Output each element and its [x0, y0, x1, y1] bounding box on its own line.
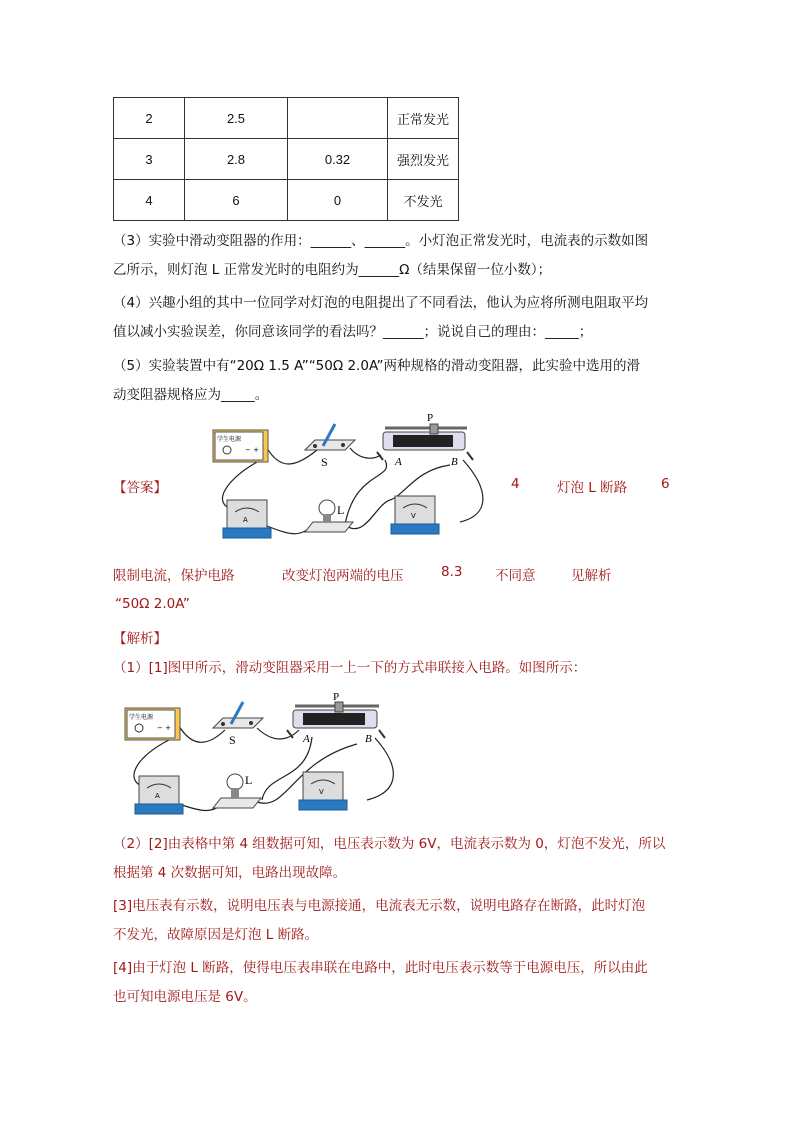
data-table: [113, 97, 459, 221]
analysis-paragraph-4: [113, 958, 678, 1007]
lamp-label: L: [245, 773, 253, 787]
answer-heading: 【答案】: [113, 480, 167, 496]
analysis-line: 根据第 4 次数据可知，电路出现故障。: [113, 865, 347, 881]
analysis-paragraph-2: [113, 834, 678, 883]
answer-value: 4: [511, 476, 520, 492]
rheostat-icon: [377, 412, 473, 468]
question-3: [113, 231, 678, 280]
table-cell: 强烈发光: [388, 139, 459, 180]
rheostat-p-label: P: [427, 412, 434, 424]
answer-value: 见解析: [571, 568, 612, 584]
analysis-paragraph-3: [113, 896, 678, 945]
analysis-line: 不发光，故障原因是灯泡 L 断路。: [113, 927, 319, 943]
table-cell: 2: [114, 98, 185, 139]
table-cell: 不发光: [388, 180, 459, 221]
voltmeter-label: V: [411, 512, 416, 520]
rheostat-b-label: B: [451, 456, 458, 468]
switch-label: S: [229, 733, 236, 747]
rheostat-icon: [287, 692, 385, 745]
answer-value: 改变灯泡两端的电压: [282, 568, 404, 584]
table-cell: 6: [185, 180, 288, 221]
table-cell: 4: [114, 180, 185, 221]
power-supply-icon: [213, 430, 268, 462]
analysis-line: [4]由于灯泡 L 断路，使得电压表串联在电路中，此时电压表示数等于电源电压，所以由此: [113, 960, 648, 976]
analysis-paragraph-1: （1）[1]图甲所示，滑动变阻器采用一上一下的方式串联接入电路。如图所示：: [113, 660, 587, 676]
ammeter-label: A: [243, 516, 248, 524]
wire: [350, 448, 381, 458]
voltmeter-label: V: [319, 788, 324, 796]
table-cell: 0.32: [288, 139, 388, 180]
source-label: 学生电源: [129, 714, 154, 721]
switch-icon: [305, 424, 355, 469]
table-row: [114, 98, 459, 139]
svg-text:− +: − +: [157, 724, 171, 732]
table-cell: 正常发光: [388, 98, 459, 139]
power-supply-icon: [125, 708, 180, 740]
source-label: 学生电源: [217, 436, 242, 443]
analysis-line: [3]电压表有示数，说明电压表与电源接通，电流表无示数，说明电路存在断路，此时灯泡: [113, 898, 646, 914]
circuit-diagram-solution: [117, 692, 402, 822]
lamp-icon: [305, 500, 353, 532]
table-cell: 2.5: [185, 98, 288, 139]
switch-label: S: [321, 455, 328, 469]
answer-value: “50Ω 2.0A”: [115, 596, 190, 612]
answer-value: 灯泡 L 断路: [557, 480, 628, 496]
analysis-heading: 【解析】: [113, 631, 167, 647]
answer-value: 不同意: [495, 568, 536, 584]
question-4-line-2: 值以减小实验误差，你同意该同学的看法吗？______；说说自己的理由：_____；: [113, 324, 593, 340]
rheostat-a-label: A: [303, 733, 310, 745]
lamp-icon: [213, 773, 261, 808]
ammeter-label: A: [155, 792, 160, 800]
wire: [460, 460, 483, 522]
rheostat-a-label: A: [395, 456, 402, 468]
analysis-line: 也可知电源电压是 6V。: [113, 989, 257, 1005]
question-3-line-1: （3）实验中滑动变阻器的作用：______、______。小灯泡正常发光时，电流表的示数如图: [113, 233, 649, 249]
question-5-line-2: 动变阻器规格应为_____。: [113, 387, 269, 403]
table-cell: [288, 98, 388, 139]
lamp-label: L: [337, 503, 345, 517]
rheostat-b-label: B: [365, 733, 372, 745]
answer-value: 限制电流，保护电路: [113, 568, 235, 584]
wire: [367, 738, 393, 800]
ammeter-icon: [223, 500, 271, 538]
svg-text:− +: − +: [245, 446, 259, 454]
table-row: [114, 180, 459, 221]
table-cell: 2.8: [185, 139, 288, 180]
rheostat-p-label: P: [333, 692, 340, 703]
circuit-diagram: [205, 410, 490, 550]
analysis-line: （2）[2]由表格中第 4 组数据可知，电压表示数为 6V，电流表示数为 0，灯泡不发光，所以: [113, 836, 666, 852]
wire: [345, 460, 387, 525]
question-4: [113, 293, 678, 342]
table-cell: 0: [288, 180, 388, 221]
switch-icon: [213, 702, 263, 747]
voltmeter-icon: [391, 496, 439, 534]
question-5-line-1: （5）实验装置中有“20Ω 1.5 A”“50Ω 2.0A”两种规格的滑动变阻器，此实验中选用的滑: [113, 358, 641, 374]
question-5: [113, 356, 678, 405]
voltmeter-icon: [299, 772, 347, 810]
table-cell: 3: [114, 139, 185, 180]
question-3-line-2: 乙所示，则灯泡 L 正常发光时的电阻约为______Ω（结果保留一位小数）；: [113, 262, 552, 278]
answer-value: 8.3: [441, 564, 463, 580]
answer-value: 6: [661, 476, 670, 492]
question-4-line-1: （4）兴趣小组的其中一位同学对灯泡的电阻提出了不同看法，他认为应将所测电阻取平均: [113, 295, 649, 311]
ammeter-icon: [135, 776, 183, 814]
table-row: [114, 139, 459, 180]
